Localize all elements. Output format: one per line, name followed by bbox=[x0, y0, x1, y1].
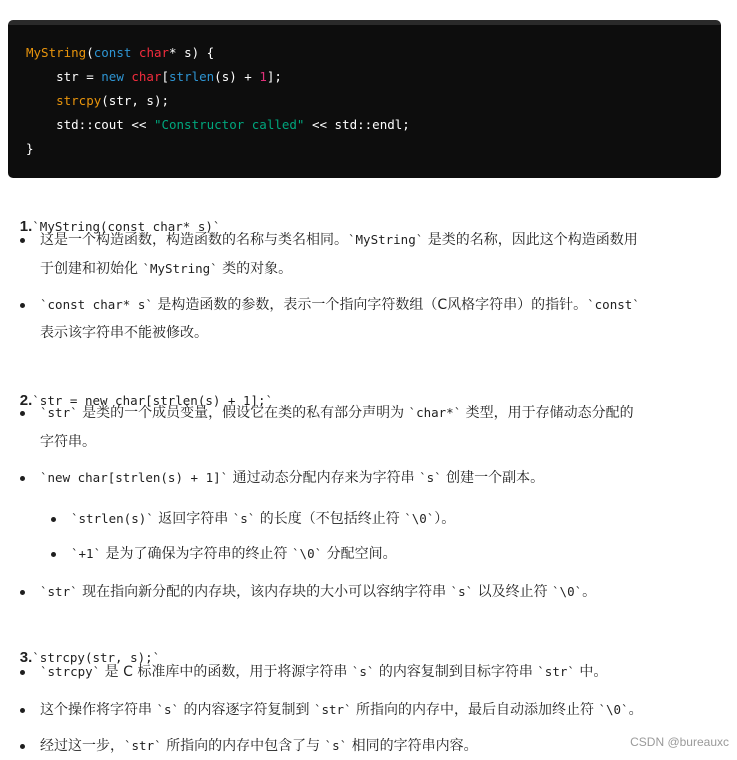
list-item bbox=[40, 226, 638, 254]
bullet bbox=[20, 411, 25, 416]
list-item bbox=[40, 658, 607, 686]
bullet bbox=[20, 303, 25, 308]
inline-code: `str` bbox=[40, 584, 78, 599]
inline-code: `strlen(s)` bbox=[71, 511, 154, 526]
bullet bbox=[20, 476, 25, 481]
text-run: 这个操作将字符串 bbox=[40, 702, 157, 718]
code-token: str = bbox=[26, 69, 102, 84]
list-item bbox=[40, 464, 544, 492]
bullet bbox=[51, 517, 56, 522]
text-run: 是类的一个成员变量，假设它在类的私有部分声明为 bbox=[77, 405, 409, 421]
inline-code: `\0` bbox=[598, 702, 629, 717]
code-token: << std::endl; bbox=[304, 117, 410, 132]
code-token: ( bbox=[86, 45, 94, 60]
inline-code: `\0` bbox=[552, 584, 583, 599]
inline-code: `s` bbox=[419, 470, 442, 485]
section-number: 1. bbox=[19, 218, 33, 235]
list-item bbox=[40, 399, 634, 427]
text-run: 是为了确保为字符串的终止符 bbox=[101, 546, 293, 562]
text-run: 这是一个构造函数，构造函数的名称与类名相同。 bbox=[40, 232, 348, 248]
code-token: char bbox=[131, 69, 162, 84]
section-code: `strcpy(str, s);` bbox=[32, 650, 161, 665]
text-run: 现在指向新分配的内存块，该内存块的大小可以容纳字符串 bbox=[77, 584, 451, 600]
text-run: 以及终止符 bbox=[473, 584, 553, 600]
code-token: strlen bbox=[169, 69, 215, 84]
code-token: std::cout << bbox=[26, 117, 154, 132]
inline-code: `s` bbox=[232, 511, 256, 526]
inline-code: `MyString` bbox=[142, 261, 218, 276]
code-line bbox=[26, 115, 410, 135]
watermark: CSDN @bureauxc bbox=[630, 735, 729, 749]
inline-code: `str` bbox=[313, 702, 352, 717]
inline-code: `MyString` bbox=[348, 232, 424, 247]
text-run: 返回字符串 bbox=[153, 511, 233, 527]
code-token: MyString bbox=[26, 45, 87, 60]
text-run: 字符串。 bbox=[40, 434, 96, 450]
code-token: new bbox=[101, 69, 124, 84]
code-line bbox=[26, 139, 34, 159]
text-run: 类型，用于存储动态分配的 bbox=[461, 405, 634, 421]
section-code: `str = new char[strlen(s) + 1];` bbox=[32, 393, 274, 408]
inline-code: `str` bbox=[537, 664, 575, 679]
code-token: ]; bbox=[266, 69, 282, 84]
section-code: `MyString(const char* s)` bbox=[32, 219, 221, 234]
text-run: 通过动态分配内存来为字符串 bbox=[228, 470, 420, 486]
inline-code: `+1` bbox=[71, 546, 102, 561]
text-run: 是类的名称，因此这个构造函数用 bbox=[423, 232, 638, 248]
list-item-continuation bbox=[40, 255, 292, 283]
text-run: ）。 bbox=[434, 511, 456, 527]
inline-code: `s` bbox=[450, 584, 474, 599]
inline-code: `s` bbox=[324, 738, 348, 753]
code-token: char bbox=[138, 45, 170, 60]
text-run: 所指向的内存中包含了与 bbox=[161, 738, 325, 754]
text-run: 经过这一步， bbox=[40, 738, 124, 754]
text-run: 的内容逐字符复制到 bbox=[179, 702, 314, 718]
inline-code: `strcpy` bbox=[40, 664, 101, 679]
code-token bbox=[26, 93, 56, 108]
list-item-continuation bbox=[40, 319, 208, 347]
list-item bbox=[40, 578, 596, 606]
inline-code: `const char* s` bbox=[40, 297, 153, 312]
text-run: 是构造函数的参数，表示一个指向字符数组（C风格字符串）的指针。 bbox=[152, 297, 588, 313]
code-token: [ bbox=[161, 69, 170, 84]
inline-code: `new char[strlen(s) + 1]` bbox=[40, 470, 229, 485]
section-number: 3. bbox=[19, 649, 33, 666]
bullet bbox=[20, 590, 25, 595]
list-item-nested bbox=[71, 540, 397, 568]
code-token: * s) { bbox=[169, 45, 215, 60]
inline-code: `s` bbox=[351, 664, 375, 679]
inline-code: `str` bbox=[124, 738, 162, 753]
code-token: 1 bbox=[259, 69, 267, 84]
bullet bbox=[20, 238, 25, 243]
text-run: 创建一个副本。 bbox=[441, 470, 545, 486]
text-run: 的内容复制到目标字符串 bbox=[374, 664, 538, 680]
text-run: 于创建和初始化 bbox=[40, 261, 143, 277]
code-token: const bbox=[93, 45, 132, 60]
bullet bbox=[20, 670, 25, 675]
inline-code: `\0` bbox=[404, 511, 435, 526]
text-run: 相同的字符串内容。 bbox=[347, 738, 478, 754]
text-run: 分配空间。 bbox=[322, 546, 397, 562]
code-token: strcpy bbox=[56, 93, 102, 108]
code-line bbox=[26, 43, 214, 63]
code-token bbox=[131, 45, 139, 60]
bullet bbox=[20, 708, 25, 713]
list-item bbox=[40, 732, 478, 760]
list-item-nested bbox=[71, 505, 455, 533]
code-token: } bbox=[26, 141, 34, 156]
code-token: (str, s); bbox=[101, 93, 169, 108]
inline-code: `char*` bbox=[408, 405, 462, 420]
bullet bbox=[20, 744, 25, 749]
inline-code: `str` bbox=[40, 405, 78, 420]
text-run: 。 bbox=[582, 584, 597, 600]
list-item bbox=[40, 696, 643, 724]
text-run: 。 bbox=[628, 702, 643, 718]
inline-code: `\0` bbox=[292, 546, 323, 561]
inline-code: `s` bbox=[156, 702, 180, 717]
text-run: 是 C 标准库中的函数，用于将源字符串 bbox=[100, 664, 352, 680]
code-block bbox=[8, 20, 721, 178]
list-item bbox=[40, 291, 640, 319]
code-token: "Constructor called" bbox=[153, 117, 305, 132]
bullet bbox=[51, 552, 56, 557]
text-run: 类的对象。 bbox=[217, 261, 293, 277]
text-run: 表示该字符串不能被修改。 bbox=[40, 325, 208, 341]
code-line bbox=[26, 67, 282, 87]
code-line bbox=[26, 91, 169, 111]
text-run: 所指向的内存中，最后自动添加终止符 bbox=[351, 702, 599, 718]
code-token: (s) + bbox=[214, 69, 260, 84]
inline-code: `const` bbox=[587, 297, 640, 312]
text-run: 中。 bbox=[574, 664, 608, 680]
section-number: 2. bbox=[19, 392, 33, 409]
text-run: 的长度（不包括终止符 bbox=[255, 511, 405, 527]
list-item-continuation bbox=[40, 428, 96, 456]
